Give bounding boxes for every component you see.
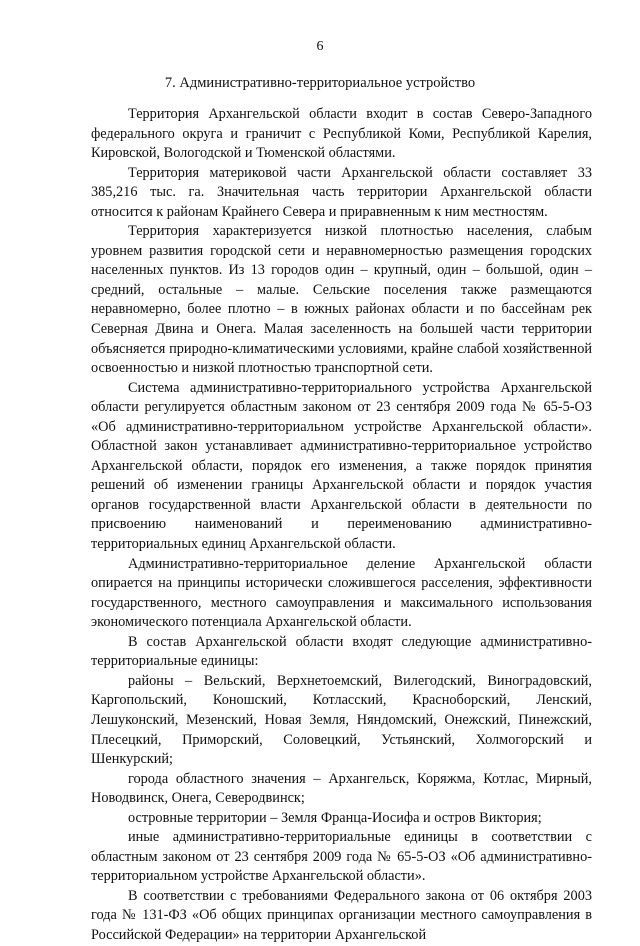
paragraph-1: Территория Архангельской области входит в состав Северо-Западного федерального округа и граничит с Республикой Коми, Республикой Карелия, Кировской, Вологодской и Тюменской областями. [91,106,592,162]
paragraph-4: Система административно-территориального устройства Архангельской области регулируется областным законом от 23 сентября 2009 года № 65-5-ОЗ «Об административно-территориальном устройстве Архангельской области». Областной закон устанавливает административно-территориальное устройство Архангельской области, порядок его изменения, а также порядок принятия решений об изменении границы Архангельской области и порядок участия органов государственной власти Архангельской области в деятельности по присвоению наименований и переименованию административно-территориальных единиц Архангельской области. [91,379,592,553]
list-item-islands: островные территории – Земля Франца-Иосифа и остров Виктория; [128,809,542,826]
list-item-districts: районы – Вельский, Верхнетоемский, Вилегодский, Виноградовский, Каргопольский, Коношский, Котласский, Красноборский, Ленский, Лешуконский, Мезенский, Новая Земля, Няндомский, Онежский, Пинежский, Плесецкий, Приморский, Соловецкий, Устьянский, Холмогорский и Шенкурский; [91,672,592,768]
paragraph-2: Территория материковой части Архангельской области составляет 33 385,216 тыс. га. Значительная часть территории Архангельской области относится к районам Крайнего Севера и приравненным к ним местностям. [91,164,592,220]
paragraph-6: В состав Архангельской области входят следующие административно-территориальные единицы: [91,633,592,670]
paragraph-7: В соответствии с требованиями Федерального закона от 06 октября 2003 года № 131-ФЗ «Об общих принципах организации местного самоуправления в Российской Федерации» на территории Архангельской [91,887,592,943]
page-number: 6 [316,39,324,54]
list-item-cities: города областного значения – Архангельск, Коряжма, Котлас, Мирный, Новодвинск, Онега, Северодвинск; [91,770,592,807]
paragraph-5: Административно-территориальное деление Архангельской области опирается на принципы исторически сложившегося расселения, эффективности государственного, местного самоуправления и максимального использования экономического потенциала Архангельской области. [91,555,592,631]
paragraph-3: Территория характеризуется низкой плотностью населения, слабым уровнем развития городской сети и неравномерностью размещения городских населенных пунктов. Из 13 городов один – крупный, один – большой, один – средний, остальные – малые. Сельские поселения также размещаются неравномерно, более плотно – в южных районах области и по бассейнам рек Северная Двина и Онега. Малая заселенность на большей части территории объясняется природно-климатическими условиями, крайне слабой хозяйственной освоенностью и низкой плотностью транспортной сети. [91,223,592,377]
section-title: 7. Административно-территориальное устройство [164,75,476,91]
body-text [91,105,592,946]
list-item-other-units: иные административно-территориальные единицы в соответствии с областным законом от 23 сентября 2009 года № 65-5-ОЗ «Об административно-территориальном устройстве Архангельской области». [91,829,592,885]
